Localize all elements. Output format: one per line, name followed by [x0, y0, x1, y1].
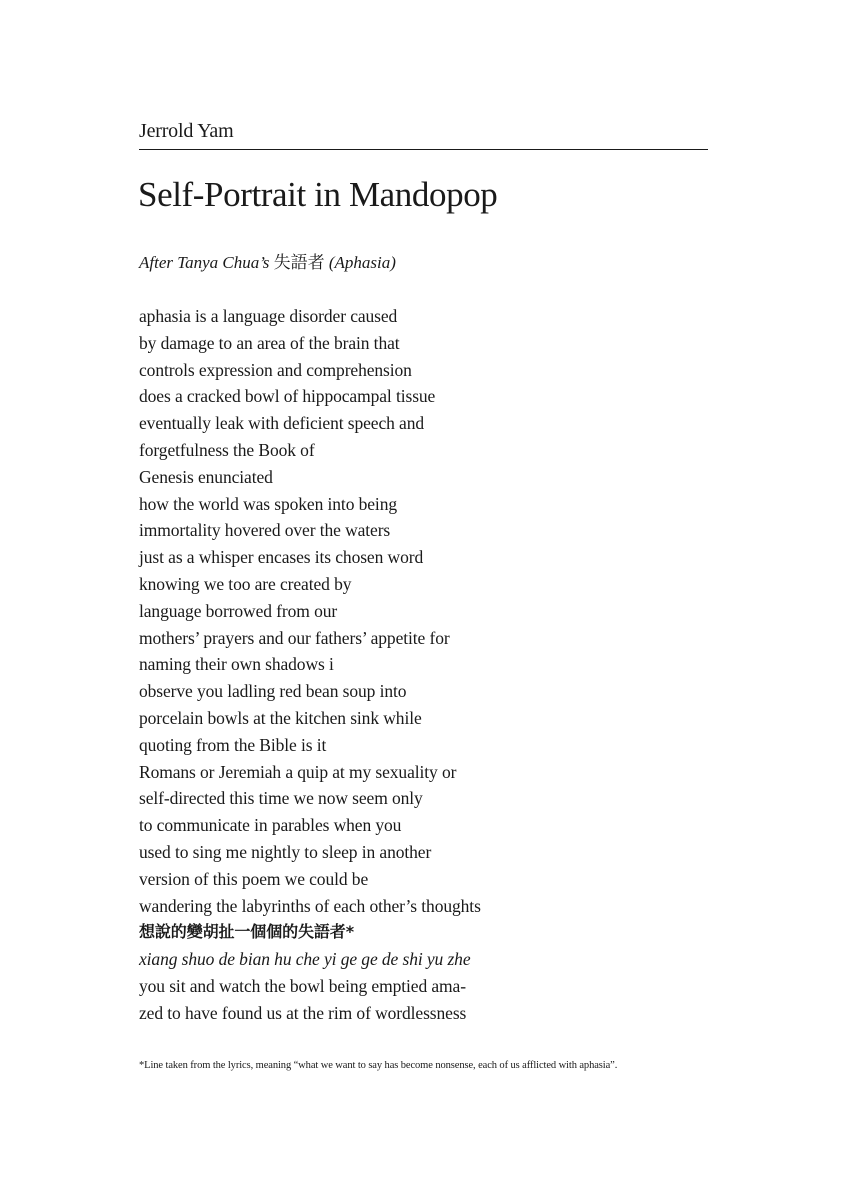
epigraph-suffix: (Aphasia) [324, 253, 396, 272]
poem-line: eventually leak with deficient speech and [139, 413, 425, 434]
poem-line: Romans or Jeremiah a quip at my sexuality or [139, 761, 457, 782]
author-name: Jerrold Yam [139, 120, 234, 142]
poem-line: version of this poem we could be [139, 868, 369, 889]
poem-line: controls expression and comprehension [139, 359, 412, 380]
poem-line: forgetfulness the Book of [139, 439, 315, 460]
poem-line: Genesis enunciated [139, 466, 273, 487]
poem-line: porcelain bowls at the kitchen sink while [139, 707, 422, 728]
footnote: *Line taken from the lyrics, meaning “what we want to say has become nonsense, each of us afflicted with aphasia”. [139, 1060, 618, 1071]
poem-line: self-directed this time we now seem only [139, 788, 423, 809]
poem-line: aphasia is a language disorder caused [139, 306, 398, 326]
poem-line: how the world was spoken into being [139, 493, 397, 514]
epigraph [139, 251, 396, 275]
poem-line: you sit and watch the bowl being emptied ama- [139, 975, 466, 996]
poem-body [139, 303, 481, 1027]
poem-line: naming their own shadows i [139, 654, 334, 675]
epigraph-prefix: After Tanya Chua’s [139, 253, 274, 272]
poem-line: wandering the labyrinths of each other’s thoughts [139, 895, 481, 916]
poem-line: knowing we too are created by [139, 573, 352, 594]
epigraph-chinese-title: 失語者 [273, 253, 325, 273]
poem-line-pinyin: xiang shuo de bian hu che yi ge ge de shi yu zhe [139, 949, 471, 970]
poem-line: language borrowed from our [139, 600, 338, 621]
poem-line: to communicate in parables when you [139, 815, 402, 836]
poem-line: observe you ladling red bean soup into [139, 681, 407, 702]
poem-line-chinese: 想說的變胡扯一個個的失語者* [139, 922, 354, 942]
header-rule [139, 149, 708, 150]
poem-line: zed to have found us at the rim of wordlessness [139, 1002, 467, 1023]
poem-line: immortality hovered over the waters [139, 520, 391, 541]
poem-line: by damage to an area of the brain that [139, 332, 400, 353]
poem-line: quoting from the Bible is it [139, 734, 327, 755]
poem-line: mothers’ prayers and our fathers’ appetite for [139, 627, 450, 648]
poem-line: just as a whisper encases its chosen word [139, 547, 424, 568]
poem-line: does a cracked bowl of hippocampal tissue [139, 386, 436, 407]
poem-line: used to sing me nightly to sleep in another [139, 841, 432, 862]
poem-title: Self-Portrait in Mandopop [138, 175, 498, 214]
